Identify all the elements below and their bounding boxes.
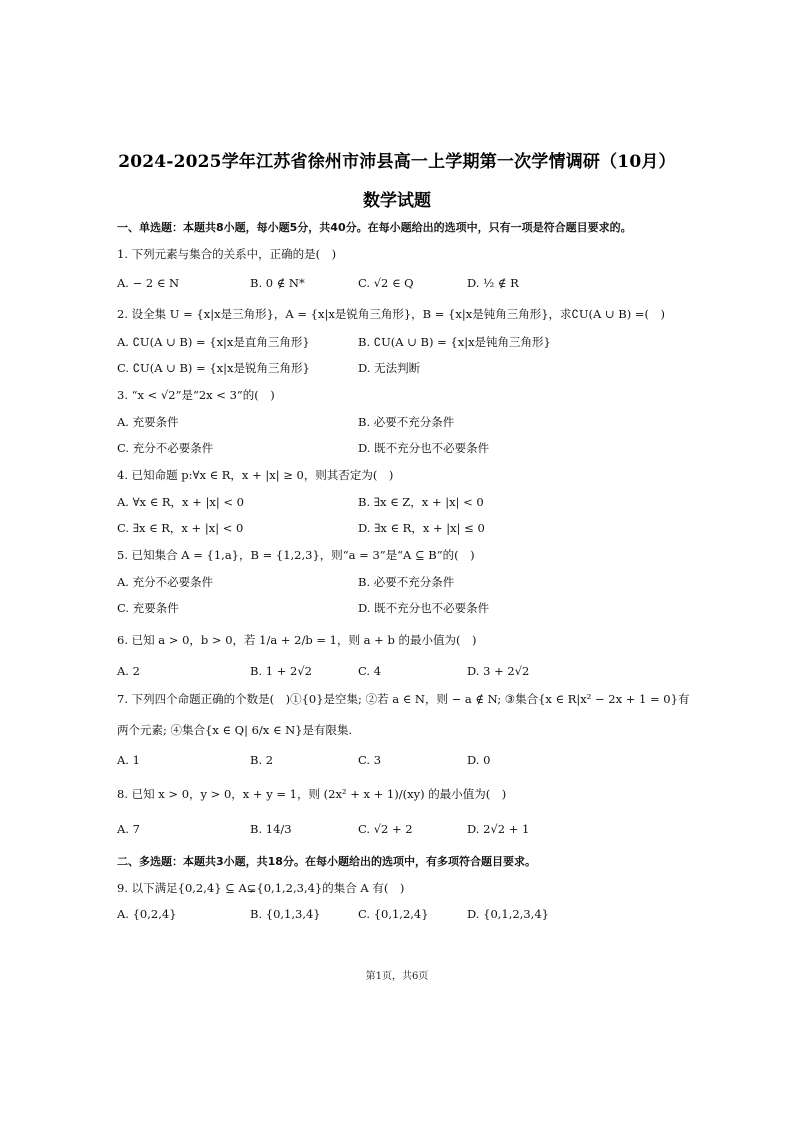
question-stem: 2. 设全集 U = {x|x是三角形}，A = {x|x是锐角三角形}，B = {x|x是钝角三角形}，求∁U(A ∪ B) =( ) xyxy=(117,307,665,321)
question-stem: 8. 已知 x > 0，y > 0，x + y = 1，则 (2x² + x + 1)/(xy) 的最小值为( ) xyxy=(117,787,507,801)
question-stem: 9. 以下满足{0,2,4} ⊆ A⊊{0,1,2,3,4}的集合 A 有( ) xyxy=(117,881,405,895)
question-stem-continued: 两个元素; ④集合{x ∈ Q| 6/x ∈ N}是有限集. xyxy=(117,723,353,737)
option-c: C. ∃x ∈ R，x + |x| < 0 xyxy=(117,521,244,535)
question-stem: 4. 已知命题 p:∀x ∈ R，x + |x| ≥ 0，则其否定为( ) xyxy=(117,468,394,482)
option-d: D. ∃x ∈ R，x + |x| ≤ 0 xyxy=(358,521,485,535)
option-a: A. 7 xyxy=(117,822,140,836)
option-d: D. 既不充分也不必要条件 xyxy=(358,441,490,455)
option-d: D. 既不充分也不必要条件 xyxy=(358,601,490,615)
option-c: C. √2 ∈ Q xyxy=(358,276,414,290)
option-a: A. − 2 ∈ N xyxy=(117,276,180,290)
option-c: C. √2 + 2 xyxy=(358,822,413,836)
option-b: B. ∃x ∈ Z，x + |x| < 0 xyxy=(358,495,484,509)
option-d: D. ½ ∉ R xyxy=(467,276,519,290)
option-b: B. 必要不充分条件 xyxy=(358,575,455,589)
option-a: A. 充要条件 xyxy=(117,415,179,429)
question-stem: 1. 下列元素与集合的关系中，正确的是( ) xyxy=(117,247,337,261)
option-d: D. 0 xyxy=(467,753,491,767)
section-heading-multiple-choice: 二、多选题：本题共3小题，共18分。在每小题给出的选项中，有多项符合题目要求。 xyxy=(117,855,536,868)
option-a: A. ∁U(A ∪ B) = {x|x是直角三角形} xyxy=(117,335,310,349)
option-b: B. 2 xyxy=(250,753,274,767)
option-d: D. 2√2 + 1 xyxy=(467,822,530,836)
option-c: C. {0,1,2,4} xyxy=(358,907,429,921)
option-b: B. 1 + 2√2 xyxy=(250,664,312,678)
option-a: A. 2 xyxy=(117,664,140,678)
option-a: A. {0,2,4} xyxy=(117,907,177,921)
option-b: B. 必要不充分条件 xyxy=(358,415,455,429)
option-b: B. 0 ∉ N* xyxy=(250,276,305,290)
option-c: C. 充分不必要条件 xyxy=(117,441,214,455)
section-heading-single-choice: 一、单选题：本题共8小题，每小题5分，共40分。在每小题给出的选项中，只有一项是符合题目要求的。 xyxy=(117,221,632,234)
page-subtitle: 数学试题 xyxy=(363,191,431,211)
option-c: C. 充要条件 xyxy=(117,601,179,615)
option-d: D. {0,1,2,3,4} xyxy=(467,907,549,921)
page-footer: 第1页，共6页 xyxy=(365,971,429,982)
option-b: B. ∁U(A ∪ B) = {x|x是钝角三角形} xyxy=(358,335,551,349)
option-b: B. 14/3 xyxy=(250,822,292,836)
option-a: A. 充分不必要条件 xyxy=(117,575,214,589)
option-c: C. 3 xyxy=(358,753,382,767)
page-title: 2024-2025学年江苏省徐州市沛县高一上学期第一次学情调研（10月） xyxy=(118,152,676,172)
option-b: B. {0,1,3,4} xyxy=(250,907,321,921)
option-d: D. 无法判断 xyxy=(358,361,421,375)
option-a: A. ∀x ∈ R，x + |x| < 0 xyxy=(117,495,244,509)
option-c: C. 4 xyxy=(358,664,382,678)
question-stem: 6. 已知 a > 0，b > 0，若 1/a + 2/b = 1，则 a + b 的最小值为( ) xyxy=(117,633,477,647)
option-d: D. 3 + 2√2 xyxy=(467,664,530,678)
question-stem: 5. 已知集合 A = {1,a}，B = {1,2,3}，则“a = 3”是“A ⊆ B”的( ) xyxy=(117,548,475,562)
option-c: C. ∁U(A ∪ B) = {x|x是锐角三角形} xyxy=(117,361,310,375)
option-a: A. 1 xyxy=(117,753,140,767)
question-stem: 3. “x < √2”是“2x < 3”的( ) xyxy=(117,388,275,402)
question-stem: 7. 下列四个命题正确的个数是( )①{0}是空集; ②若 a ∈ N，则 − a ∉ N; ③集合{x ∈ R|x² − 2x + 1 = 0}有 xyxy=(117,692,690,706)
